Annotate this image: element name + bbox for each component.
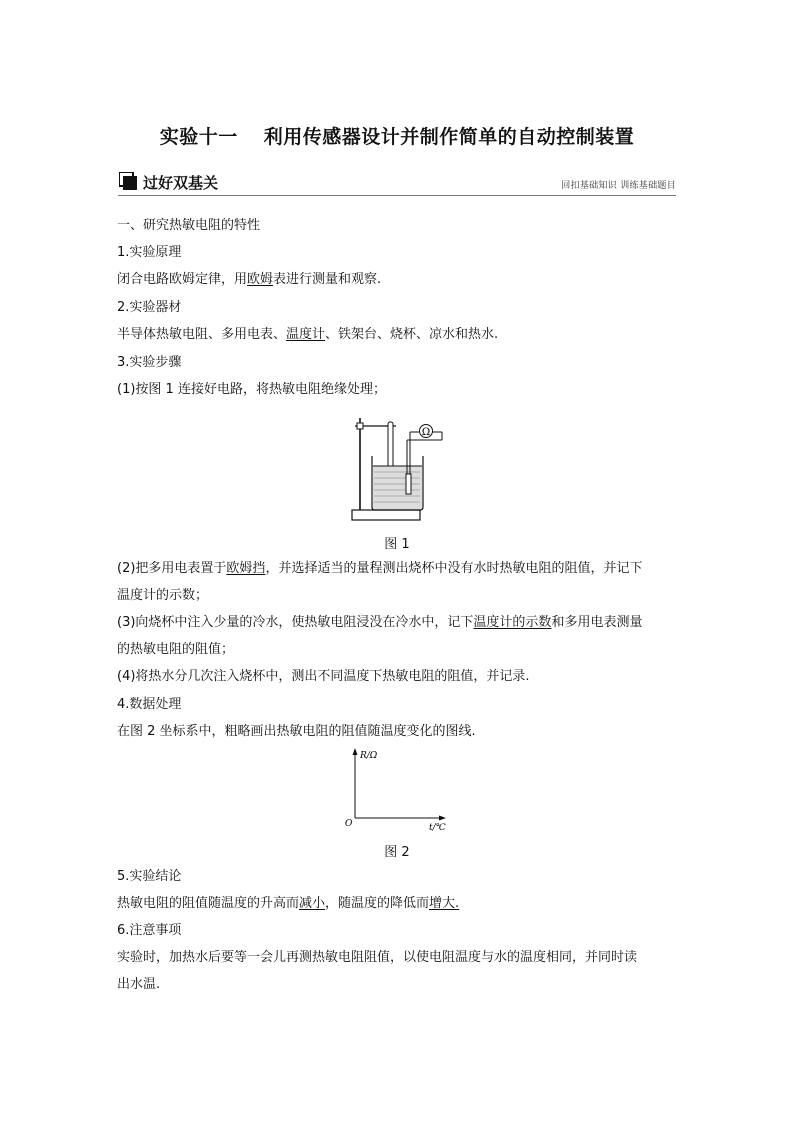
s5-head: 5.实验结论 [117, 869, 182, 884]
origin-label: O [345, 819, 353, 829]
s3-step4: (4)将热水分几次注入烧杯中，测出不同温度下热敏电阻的阻值，并记录. [117, 669, 530, 684]
s2-head: 2.实验器材 [117, 300, 182, 315]
figure-2-axes [340, 746, 450, 838]
s2-text: 半导体热敏电阻、多用电表、温度计、铁架台、烧杯、凉水和热水. [117, 327, 499, 342]
y-axis-label: R/Ω [360, 751, 378, 761]
title-part2: 利用传感器设计并制作简单的自动控制装置 [263, 126, 635, 148]
ohmmeter-symbol: Ω [421, 427, 431, 438]
s6-text-l1: 实验时，加热水后要等一会儿再测热敏电阻阻值，以使电阻温度与水的温度相同，并同时读 [117, 950, 638, 965]
s6-head: 6.注意事项 [117, 923, 182, 938]
s4-text: 在图 2 坐标系中，粗略画出热敏电阻的阻值随温度变化的图线. [117, 724, 476, 739]
s1-text: 闭合电路欧姆定律，用欧姆表进行测量和观察. [117, 272, 382, 287]
section-subtitle: 回扣基础知识 训练基础题目 [561, 181, 676, 191]
s3-step2-l2: 温度计的示数； [117, 588, 209, 603]
title-part1: 实验十一 [159, 126, 238, 148]
section-header [118, 169, 676, 196]
s1-head: 1.实验原理 [117, 245, 182, 260]
figure-2-caption: 图 2 [384, 845, 410, 860]
x-axis-label: t/℃ [429, 823, 446, 833]
s3-step2-l1: (2)把多用电表置于欧姆挡，并选择适当的量程测出烧杯中没有水时热敏电阻的阻值，并记下 [117, 561, 643, 576]
s5-text: 热敏电阻的阻值随温度的升高而减小，随温度的降低而增大. [117, 896, 460, 911]
s4-head: 4.数据处理 [117, 697, 182, 712]
heading-1: 一、研究热敏电阻的特性 [117, 218, 261, 233]
figure-1-apparatus [346, 412, 448, 526]
s3-step3-l2: 的热敏电阻的阻值； [117, 642, 235, 657]
page-title [0, 122, 794, 149]
s3-step3-l1: (3)向烧杯中注入少量的冷水，使热敏电阻浸没在冷水中，记下温度计的示数和多用电表测量 [117, 615, 643, 630]
s6-text-l2: 出水温. [117, 977, 161, 992]
section-square-icon [119, 172, 137, 190]
figure-1-caption: 图 1 [384, 537, 410, 552]
section-title: 过好双基关 [143, 174, 219, 192]
s3-step1: (1)按图 1 连接好电路，将热敏电阻绝缘处理； [117, 382, 386, 397]
s3-head: 3.实验步骤 [117, 355, 182, 370]
